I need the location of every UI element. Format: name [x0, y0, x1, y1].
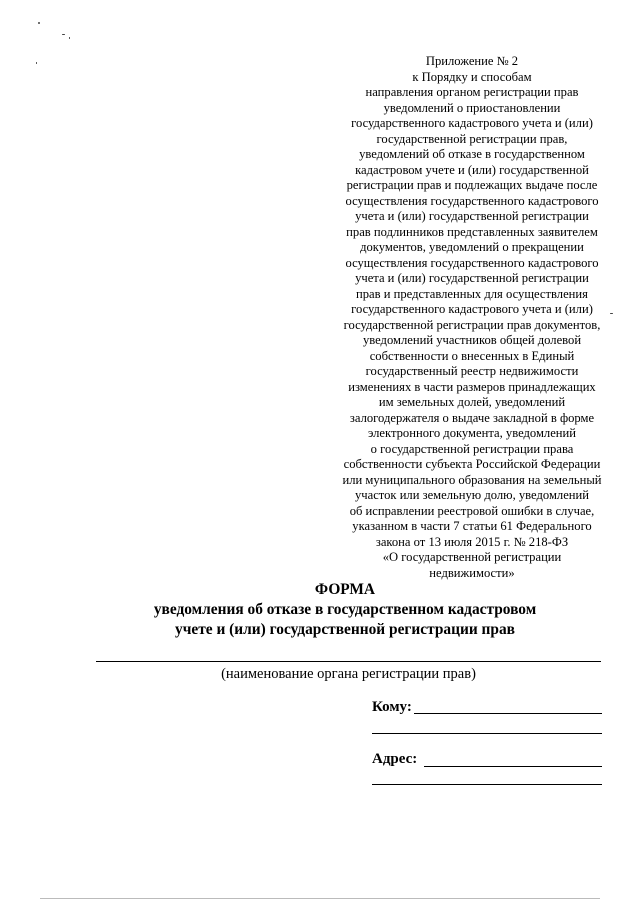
annex-line: закона от 13 июля 2015 г. № 218-ФЗ: [375, 534, 569, 549]
annex-line: осуществления государственного кадастрового: [345, 193, 599, 208]
annex-line: об исправлении реестровой ошибки в случае,: [349, 503, 595, 518]
annex-line: Приложение № 2: [425, 54, 519, 68]
form-subtitle-line-1: уведомления об отказе в государственном кадастровом: [153, 601, 537, 618]
annex-line: собственности о внесенных в Единый: [369, 348, 575, 363]
annex-line: недвижимости»: [429, 565, 515, 580]
scan-speck: [69, 37, 70, 39]
to-field-line[interactable]: [414, 713, 602, 714]
address-field-line-2[interactable]: [372, 784, 602, 785]
annex-line: «О государственной регистрации: [382, 550, 562, 564]
authority-name-caption: (наименование органа регистрации прав): [221, 666, 476, 682]
annex-line: государственной регистрации прав документов,: [343, 317, 601, 332]
to-field-line-2[interactable]: [372, 733, 602, 734]
scan-speck: [62, 34, 65, 35]
annex-line: регистрации прав и подлежащих выдаче после: [346, 178, 598, 192]
annex-line: государственной регистрации прав,: [376, 131, 568, 146]
to-label: Кому:: [372, 699, 412, 715]
annex-line: залогодержателя о выдаче закладной в форме: [349, 410, 595, 425]
annex-reference-block: [322, 54, 622, 581]
annex-line: документов, уведомлений о прекращении: [360, 240, 584, 254]
scan-speck: [36, 62, 37, 64]
annex-line: участок или земельную долю, уведомлений: [354, 488, 590, 502]
annex-line: собственности субъекта Российской Федерации: [343, 457, 601, 471]
annex-line: государственного кадастрового учета и (или): [351, 302, 593, 316]
annex-line: или муниципального образования на земельный: [342, 472, 602, 487]
annex-line: о государственной регистрации права: [370, 441, 574, 456]
annex-line: указанном в части 7 статьи 61 Федерального: [352, 519, 592, 533]
annex-line: уведомлений о приостановлении: [383, 100, 561, 115]
annex-line: электронного документа, уведомлений: [367, 426, 577, 440]
form-subtitle-line-2: учете и (или) государственной регистрации прав: [175, 621, 515, 638]
annex-line: направления органом регистрации прав: [365, 85, 579, 99]
annex-line: осуществления государственного кадастрового: [345, 255, 599, 270]
annex-line: прав подлинников представленных заявителем: [346, 224, 598, 239]
authority-name-line[interactable]: [96, 661, 601, 662]
address-field-line[interactable]: [424, 766, 602, 767]
annex-line: уведомлений об отказе в государственном: [359, 147, 585, 161]
annex-line: уведомлений участников общей долевой: [362, 333, 582, 347]
scan-bottom-edge: [40, 898, 600, 899]
address-label: Адрес:: [372, 751, 418, 767]
form-title: ФОРМА: [314, 581, 376, 598]
form-title-block: [0, 580, 640, 640]
annex-line: изменениях в части размеров принадлежащих: [348, 379, 596, 394]
annex-line: прав и представленных для осуществления: [356, 286, 588, 301]
annex-line: им земельных долей, уведомлений: [378, 395, 566, 409]
annex-line: учета и (или) государственной регистрации: [355, 209, 589, 223]
scan-speck: [38, 22, 40, 24]
annex-line: к Порядку и способам: [412, 69, 532, 84]
annex-line: государственный реестр недвижимости: [365, 364, 579, 378]
annex-line: кадастровом учете и (или) государственной: [355, 162, 589, 177]
annex-line: государственного кадастрового учета и (или): [351, 116, 593, 130]
annex-line: учета и (или) государственной регистрации: [355, 271, 589, 285]
